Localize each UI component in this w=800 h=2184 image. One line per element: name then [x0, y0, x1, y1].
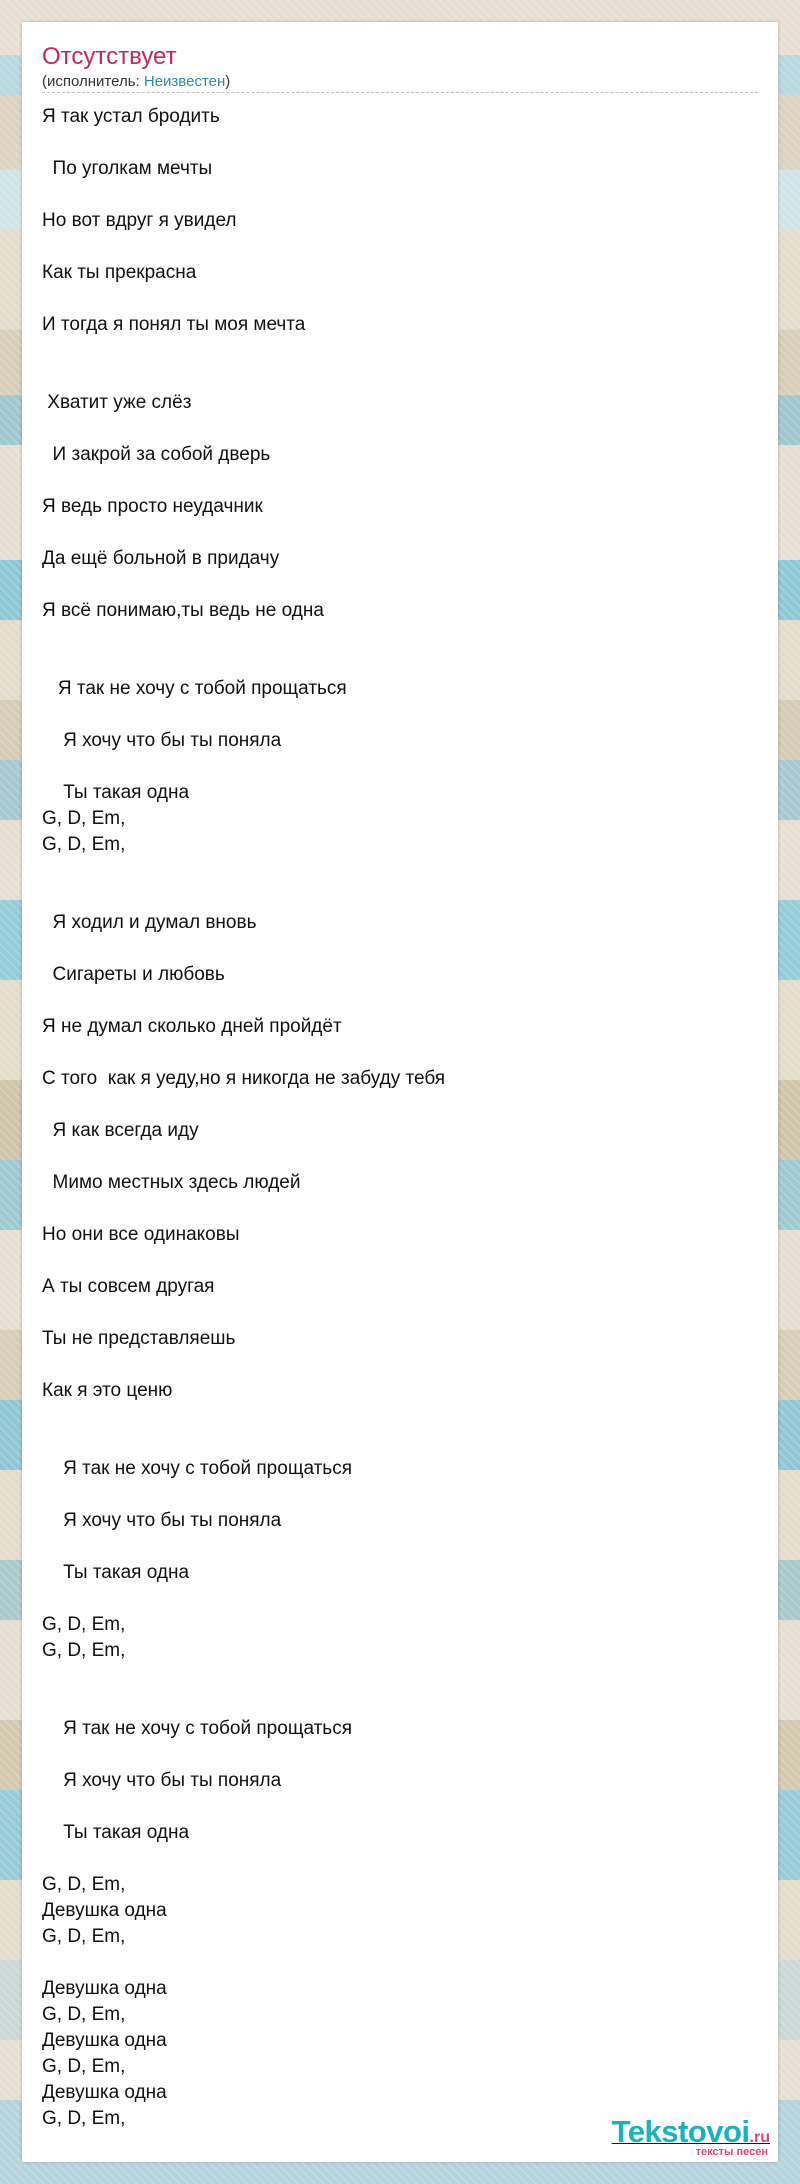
logo-brand: Tekstovoi	[611, 2114, 750, 2149]
artist-line	[42, 73, 230, 91]
lyric-line: Да ещё больной в придачу	[42, 548, 280, 569]
lyrics-card	[22, 22, 778, 2162]
lyric-line: Я не думал сколько дней пройдёт	[42, 1016, 342, 1037]
lyric-line: Девушка одна	[42, 2082, 167, 2103]
site-logo[interactable]	[611, 2114, 770, 2158]
lyric-line: Девушка одна	[42, 1978, 167, 1999]
artist-suffix: )	[225, 73, 231, 90]
lyric-line: G, D, Em,	[42, 2056, 126, 2077]
lyric-line: Но вот вдруг я увидел	[42, 210, 237, 231]
lyric-line: Я хочу что бы ты поняла	[42, 1770, 282, 1791]
lyric-line: G, D, Em,	[42, 1614, 126, 1635]
lyric-line: Сигареты и любовь	[42, 964, 225, 985]
lyric-line: G, D, Em,	[42, 1926, 126, 1947]
lyric-line: Как ты прекрасна	[42, 262, 197, 283]
header-divider	[42, 92, 758, 93]
lyric-line: G, D, Em,	[42, 808, 126, 829]
song-title: Отсутствует	[42, 43, 177, 70]
lyric-line: И тогда я понял ты моя мечта	[42, 314, 306, 335]
lyric-line: Девушка одна	[42, 2030, 167, 2051]
lyric-line: Но они все одинаковы	[42, 1224, 240, 1245]
lyric-line: Я ходил и думал вновь	[42, 912, 257, 933]
lyric-line: А ты совсем другая	[42, 1276, 215, 1297]
lyrics-text	[42, 104, 445, 2132]
lyric-line: Ты такая одна	[42, 782, 190, 803]
lyric-line: Я всё понимаю,ты ведь не одна	[42, 600, 324, 621]
lyric-line: Я как всегда иду	[42, 1120, 199, 1141]
lyric-line: По уголкам мечты	[42, 158, 213, 179]
lyric-line: G, D, Em,	[42, 1874, 126, 1895]
lyric-line: Я ведь просто неудачник	[42, 496, 263, 517]
lyric-line: Ты не представляешь	[42, 1328, 236, 1349]
lyric-line: G, D, Em,	[42, 1640, 126, 1661]
lyric-line: И закрой за собой дверь	[42, 444, 271, 465]
lyric-line: Ты такая одна	[42, 1822, 190, 1843]
lyric-line: Как я это ценю	[42, 1380, 173, 1401]
lyric-line: Мимо местных здесь людей	[42, 1172, 301, 1193]
lyric-line: Я хочу что бы ты поняла	[42, 1510, 282, 1531]
lyric-line: Ты такая одна	[42, 1562, 190, 1583]
lyric-line: Я так не хочу с тобой прощаться	[42, 678, 347, 699]
lyric-line: G, D, Em,	[42, 2004, 126, 2025]
lyric-line: Я так не хочу с тобой прощаться	[42, 1718, 352, 1739]
lyric-line: Хватит уже слёз	[42, 392, 192, 413]
lyric-line: G, D, Em,	[42, 2108, 126, 2129]
logo-tld: .ru	[749, 2129, 770, 2146]
lyric-line: G, D, Em,	[42, 834, 126, 855]
lyric-line: Я хочу что бы ты поняла	[42, 730, 282, 751]
logo-tagline: тексты песен	[695, 2146, 768, 2158]
artist-prefix: (исполнитель:	[42, 73, 144, 90]
artist-link[interactable]: Неизвестен	[143, 73, 226, 90]
lyric-line: Девушка одна	[42, 1900, 167, 1921]
lyric-line: Я так устал бродить	[42, 106, 220, 127]
lyric-line: С того как я уеду,но я никогда не забуду тебя	[42, 1068, 446, 1089]
lyric-line: Я так не хочу с тобой прощаться	[42, 1458, 352, 1479]
